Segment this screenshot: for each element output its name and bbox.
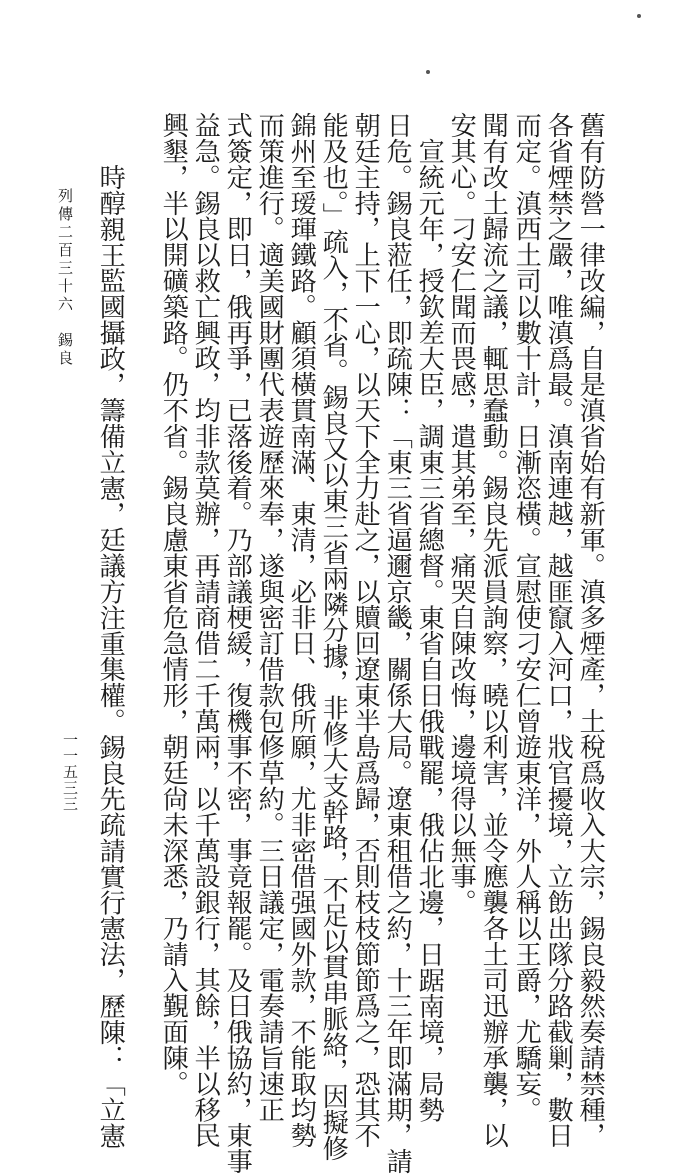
text-column-13: 益急。錫良以救亡興政，均非款莫辦，再請商借二千萬兩，以千萬設銀行，其餘，半以移民 — [190, 112, 221, 1149]
text-column-5: 安其心。刁安仁聞而畏感，遣其弟至，痛哭自陳改悔，邊境得以無事。 — [446, 112, 477, 915]
text-column-15: 時醇親王監國攝政，籌備立憲，廷議方注重集權。錫良先疏請實行憲法，歷陳：「立憲 — [95, 164, 126, 1149]
speck-mark — [637, 14, 641, 18]
text-column-2: 各省煙禁之嚴，唯滇爲最。滇南連越，越匪竄入河口，戕官擾境，立飭出隊分路截剿，數日 — [543, 112, 574, 1149]
text-column-12: 式簽定，即日，俄再爭，已落後着。乃部議梗緩，復機事不密，事竟報罷。及日俄協約，東事 — [222, 112, 253, 1174]
text-column-8: 朝廷主持，上下一心，以天下全力赴之，以贖回遼東半島爲歸，否則枝枝節節爲之，恐其不 — [350, 112, 381, 1149]
running-head: 列傳二百三十六 錫良 — [56, 188, 74, 368]
speck-mark — [426, 70, 430, 74]
text-column-14: 興墾，半以開礦築路。仍不省。錫良慮東省危急情形，朝廷尙未深悉，乃請入覲面陳。 — [158, 112, 189, 1097]
page-number: 一一五三三 — [61, 732, 79, 812]
text-column-11: 而策進行。適美國財團代表遊歷來奉，遂與密訂借款包修草約。三日議定，電奏請旨速正 — [254, 112, 285, 1123]
text-column-10: 錦州至瑷琿鐵路。顧須橫貫南滿、東清，必非日、俄所願，尤非密借强國外款，不能取均勢 — [286, 112, 317, 1149]
text-column-3: 而定。滇西土司以數十計，日漸恣橫。宣慰使刁安仁曾遊東洋，外人稱以王爵，尤驕妄。 — [511, 112, 542, 1123]
text-column-6: 宣統元年，授欽差大臣，調東三省總督。東省自日俄戰罷，俄佔北邊，日踞南境，局勢 — [414, 138, 445, 1123]
text-column-1: 舊有防營一律改編，自是滇省始有新軍。滇多煙產，土稅爲收入大宗，錫良毅然奏請禁種， — [575, 112, 606, 1149]
text-column-7: 日危。錫良蒞任，即疏陳：「東三省逼邇京畿，關係大局。遼東租借之約，十三年即滿期，請 — [382, 112, 413, 1174]
text-column-4: 聞有改土歸流之議，輒思蠢動。錫良先派員詢察，曉以利害，並令應襲各土司迅辦承襲，以 — [478, 112, 509, 1149]
text-column-9: 能及也。」疏入，不省。錫良又以東三省兩隣分據，非修大支幹路，不足以貫串脈絡，因擬修 — [318, 112, 349, 1161]
